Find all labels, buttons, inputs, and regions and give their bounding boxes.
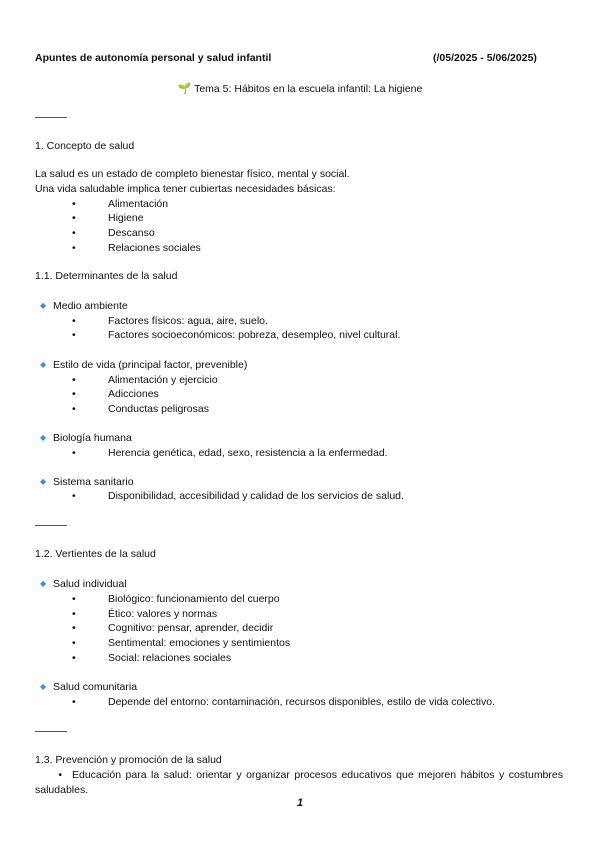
diamond-bullet-icon: ◆ xyxy=(40,360,47,369)
diamond-bullet-icon: ◆ xyxy=(40,682,47,691)
group-title: ◆ Medio ambiente xyxy=(40,300,128,312)
list-item: • Factores físicos: agua, aire, suelo. xyxy=(72,315,268,327)
group-title: ◆ Estilo de vida (principal factor, prevenible) xyxy=(40,359,248,371)
list-item: • Biológico: funcionamiento del cuerpo xyxy=(72,593,280,605)
bullet-icon: • xyxy=(72,696,76,708)
list-item: • Disponibilidad, accesibilidad y calidad de los servicios de salud. xyxy=(72,490,404,502)
body-text: Una vida saludable implica tener cubiertas necesidades básicas: xyxy=(35,183,336,195)
bullet-icon: • xyxy=(72,490,76,502)
bullet-icon: • xyxy=(72,242,76,254)
bullet-icon: • xyxy=(72,637,76,649)
bullet-icon: • xyxy=(72,329,76,341)
group-title: ◆ Salud comunitaria xyxy=(40,681,138,693)
bullet-icon: • xyxy=(72,374,76,386)
bullet-icon: • xyxy=(72,198,76,210)
list-item: • Factores socioeconómicos: pobreza, desempleo, nivel cultural. xyxy=(72,329,401,341)
group-title: ◆ Sistema sanitario xyxy=(40,476,134,488)
diamond-bullet-icon: ◆ xyxy=(40,433,47,442)
diamond-bullet-icon: ◆ xyxy=(40,477,47,486)
list-item: • Ético: valores y normas xyxy=(72,608,218,620)
body-text: La salud es un estado de completo bienestar físico, mental y social. xyxy=(35,168,350,180)
section-heading: 1.3. Prevención y promoción de la salud xyxy=(35,754,222,766)
group-title: ◆ Biología humana xyxy=(40,432,132,444)
bullet-icon: • xyxy=(72,447,76,459)
list-item: • Depende del entorno: contaminación, recursos disponibles, estilo de vida colectivo. xyxy=(72,696,495,708)
document-title: Apuntes de autonomía personal y salud infantil xyxy=(35,52,272,64)
bullet-icon: • xyxy=(35,769,63,781)
bullet-icon: • xyxy=(72,388,76,400)
bullet-icon: • xyxy=(72,315,76,327)
section-divider xyxy=(35,117,67,118)
body-paragraph: • Educación para la salud: orientar y organizar procesos educativos que mejoren hábitos y costumbres saludables. xyxy=(35,769,563,796)
seedling-icon: 🌱 xyxy=(177,83,192,95)
list-item: • Adicciones xyxy=(72,388,159,400)
section-heading: 1.1. Determinantes de la salud xyxy=(35,270,178,282)
list-item: • Social: relaciones sociales xyxy=(72,652,232,664)
diamond-bullet-icon: ◆ xyxy=(40,301,47,310)
list-item: • Cognitivo: pensar, aprender, decidir xyxy=(72,622,274,634)
topic-subtitle-text: Tema 5: Hábitos en la escuela infantil: La higiene xyxy=(194,83,423,95)
list-item: • Sentimental: emociones y sentimientos xyxy=(72,637,291,649)
bullet-icon: • xyxy=(72,652,76,664)
section-heading: 1.2. Vertientes de la salud xyxy=(35,548,156,560)
list-item: • Descanso xyxy=(72,227,155,239)
section-divider xyxy=(35,525,67,526)
bullet-icon: • xyxy=(72,403,76,415)
topic-subtitle xyxy=(0,82,600,95)
list-item: • Higiene xyxy=(72,212,144,224)
list-item: • Alimentación y ejercicio xyxy=(72,374,218,386)
document-dates: (/05/2025 - 5/06/2025) xyxy=(433,52,537,64)
bullet-icon: • xyxy=(72,608,76,620)
list-item: • Relaciones sociales xyxy=(72,242,201,254)
list-item: • Herencia genética, edad, sexo, resistencia a la enfermedad. xyxy=(72,447,388,459)
bullet-icon: • xyxy=(72,212,76,224)
group-title: ◆ Salud individual xyxy=(40,578,127,590)
bullet-icon: • xyxy=(72,622,76,634)
section-heading: 1. Concepto de salud xyxy=(35,140,135,152)
page-number: 1 xyxy=(296,797,304,809)
diamond-bullet-icon: ◆ xyxy=(40,579,47,588)
section-divider xyxy=(35,731,67,732)
list-item: • Alimentación xyxy=(72,198,169,210)
bullet-icon: • xyxy=(72,227,76,239)
list-item: • Conductas peligrosas xyxy=(72,403,209,415)
bullet-icon: • xyxy=(72,593,76,605)
